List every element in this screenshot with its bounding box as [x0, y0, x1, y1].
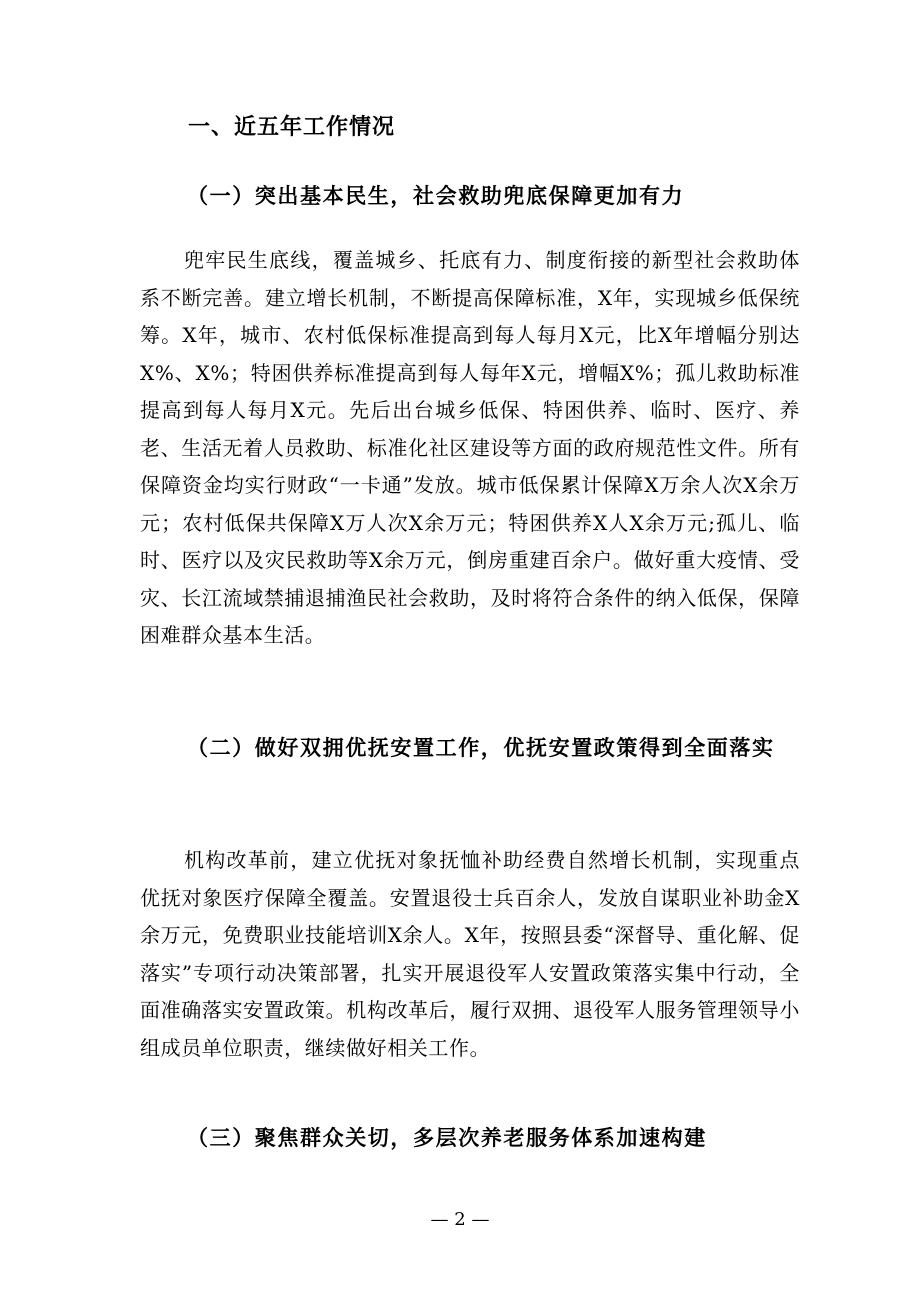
subsection-heading-1: （一）突出基本民生，社会救助兜底保障更加有力: [187, 183, 685, 208]
page-number: — 2 —: [430, 1209, 490, 1230]
subsection-body-1: 兜牢民生底线，覆盖城乡、托底有力、制度衔接的新型社会救助体系不断完善。建立增长机制，不断提高保障标准，X年，实现城乡低保统筹。X年，城市、农村低保标准提高到每人每月X元，比X年增幅分别达X%、X%；特困供养标准提高到每人每年X元，增幅X%；孤儿救助标准提高到每人每月X元。先后出台城乡低保、特困供养、临时、医疗、养老、生活无着人员救助、标准化社区建设等方面的政府规范性文件。所有保障资金均实行财政“一卡通”发放。城市低保累计保障X万余人次X余万元；农村低保共保障X万人次X余万元；特困供养X人X余万元;孤儿、临时、医疗以及灾民救助等X余万元，倒房重建百余户。做好重大疫情、受灾、长江流域禁捕退捕渔民社会救助，及时将符合条件的纳入低保，保障困难群众基本生活。: [140, 248, 800, 647]
subsection-body-2: 机构改革前，建立优抚对象抚恤补助经费自然增长机制，实现重点优抚对象医疗保障全覆盖。安置退役士兵百余人，发放自谋职业补助金X余万元，免费职业技能培训X余人。X年，按照县委“深督导、重化解、促落实”专项行动决策部署，扎实开展退役军人安置政策落实集中行动，全面准确落实安置政策。机构改革后，履行双拥、退役军人服务管理领导小组成员单位职责，继续做好相关工作。: [140, 848, 800, 1060]
subsection-heading-3: （三）聚焦群众关切，多层次养老服务体系加速构建: [187, 1125, 707, 1150]
section-title: 一、近五年工作情况: [188, 115, 396, 140]
subsection-heading-2: （二）做好双拥优抚安置工作，优抚安置政策得到全面落实: [187, 735, 775, 760]
